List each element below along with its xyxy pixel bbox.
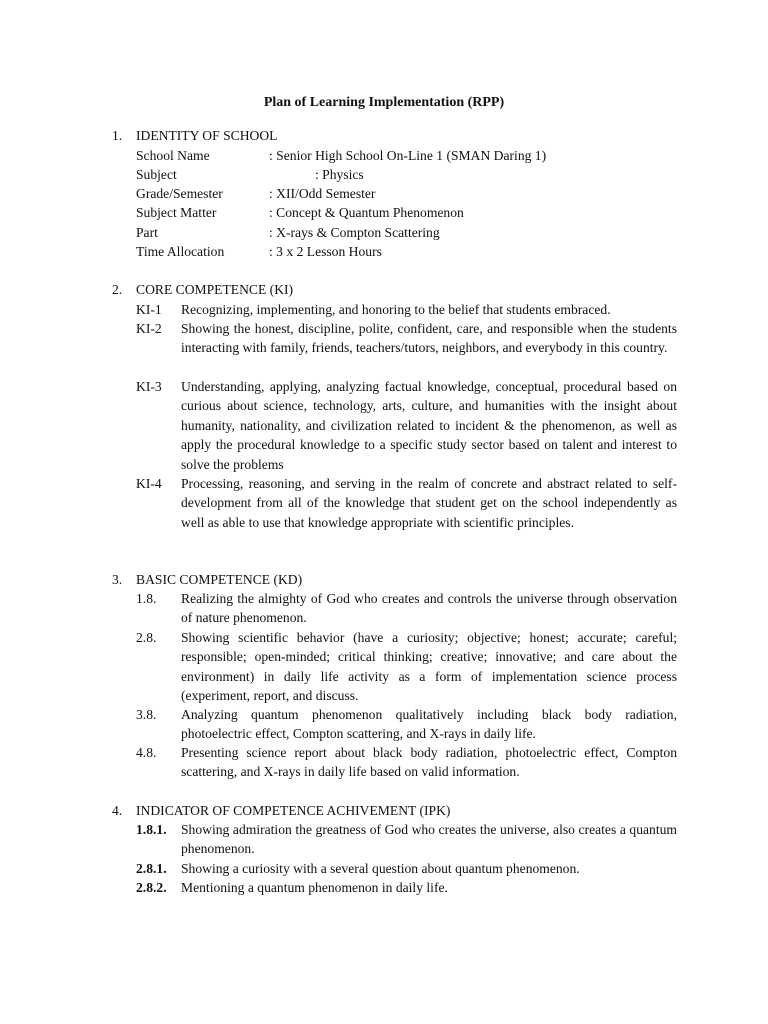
identity-label: Part bbox=[136, 225, 158, 240]
identity-label: Time Allocation bbox=[136, 244, 225, 259]
identity-label: Subject bbox=[136, 167, 177, 182]
item-text: Analyzing quantum phenomenon qualitatively including black body radiation, photoelectric effect, Compton scattering, and X-rays in daily life. bbox=[181, 707, 677, 742]
section-number: 2. bbox=[112, 282, 123, 297]
identity-value: : Concept & Quantum Phenomenon bbox=[269, 205, 464, 220]
item-text: Presenting science report about black body radiation, photoelectric effect, Compton scattering, and X-rays in daily life based on valid information. bbox=[181, 745, 677, 780]
item-code: KI-3 bbox=[136, 379, 162, 394]
section-number: 4. bbox=[112, 803, 123, 818]
section-heading: IDENTITY OF SCHOOL bbox=[136, 128, 278, 143]
item-code: KI-2 bbox=[136, 321, 162, 336]
list-item bbox=[136, 474, 677, 532]
identity-label: Grade/Semester bbox=[136, 186, 223, 201]
section-number: 3. bbox=[112, 572, 123, 587]
list-item bbox=[136, 859, 677, 878]
list-item bbox=[136, 319, 677, 358]
identity-label: Subject Matter bbox=[136, 205, 217, 220]
item-code: KI-1 bbox=[136, 302, 162, 317]
item-code: 1.8. bbox=[136, 591, 157, 606]
item-text: Understanding, applying, analyzing factual knowledge, conceptual, procedural based on curious about science, technology, arts, culture, and humanities with the insight about humanity, nationality, and civilization related to incident & the phenomenon, as well as apply the procedural knowledge to a specific study sector based on talent and interest to solve the problems bbox=[181, 379, 677, 472]
identity-value: : XII/Odd Semester bbox=[269, 186, 376, 201]
item-text: Mentioning a quantum phenomenon in daily life. bbox=[181, 880, 448, 895]
item-text: Processing, reasoning, and serving in the realm of concrete and abstract related to self-development from all of the knowledge that student get on the school independently as well as able to use that knowledge appropriate with scientific principles. bbox=[181, 476, 677, 530]
list-item bbox=[136, 705, 677, 744]
item-code: 1.8.1. bbox=[136, 822, 167, 837]
list-item bbox=[136, 878, 677, 897]
identity-value: : X-rays & Compton Scattering bbox=[269, 225, 440, 240]
item-code: 4.8. bbox=[136, 745, 157, 760]
section-heading: INDICATOR OF COMPETENCE ACHIVEMENT (IPK) bbox=[136, 803, 451, 818]
item-text: Showing the honest, discipline, polite, confident, care, and responsible when the students interacting with family, friends, teachers/tutors, neighbors, and everybody in this country. bbox=[181, 321, 677, 356]
section-number: 1. bbox=[112, 128, 123, 143]
item-text: Showing scientific behavior (have a curiosity; objective; honest; accurate; careful; responsible; open-minded; critical thinking; creative; innovative; and care about the environment) in daily life activity as a form of implementation science process (experiment, report, and discuss. bbox=[181, 630, 677, 704]
item-code: 2.8. bbox=[136, 630, 157, 645]
list-item bbox=[136, 377, 677, 474]
list-item bbox=[136, 300, 677, 319]
list-item bbox=[136, 589, 677, 628]
item-code: 2.8.2. bbox=[136, 880, 167, 895]
item-code: 3.8. bbox=[136, 707, 157, 722]
item-text: Showing admiration the greatness of God who creates the universe, also creates a quantum phenomenon. bbox=[181, 822, 677, 857]
item-text: Showing a curiosity with a several question about quantum phenomenon. bbox=[181, 861, 580, 876]
list-item bbox=[136, 743, 677, 782]
list-item bbox=[136, 628, 677, 706]
list-item bbox=[136, 820, 677, 859]
identity-value: : 3 x 2 Lesson Hours bbox=[269, 244, 382, 259]
item-code: KI-4 bbox=[136, 476, 162, 491]
section-heading: CORE COMPETENCE (KI) bbox=[136, 282, 294, 297]
item-text: Recognizing, implementing, and honoring to the belief that students embraced. bbox=[181, 302, 611, 317]
identity-value: : Physics bbox=[315, 167, 364, 182]
section-heading: BASIC COMPETENCE (KD) bbox=[136, 572, 303, 587]
item-text: Realizing the almighty of God who creates and controls the universe through observation of nature phenomenon. bbox=[181, 591, 677, 626]
identity-label: School Name bbox=[136, 148, 210, 163]
document-title: Plan of Learning Implementation (RPP) bbox=[263, 95, 505, 110]
identity-value: : Senior High School On-Line 1 (SMAN Daring 1) bbox=[269, 148, 547, 163]
item-code: 2.8.1. bbox=[136, 861, 167, 876]
